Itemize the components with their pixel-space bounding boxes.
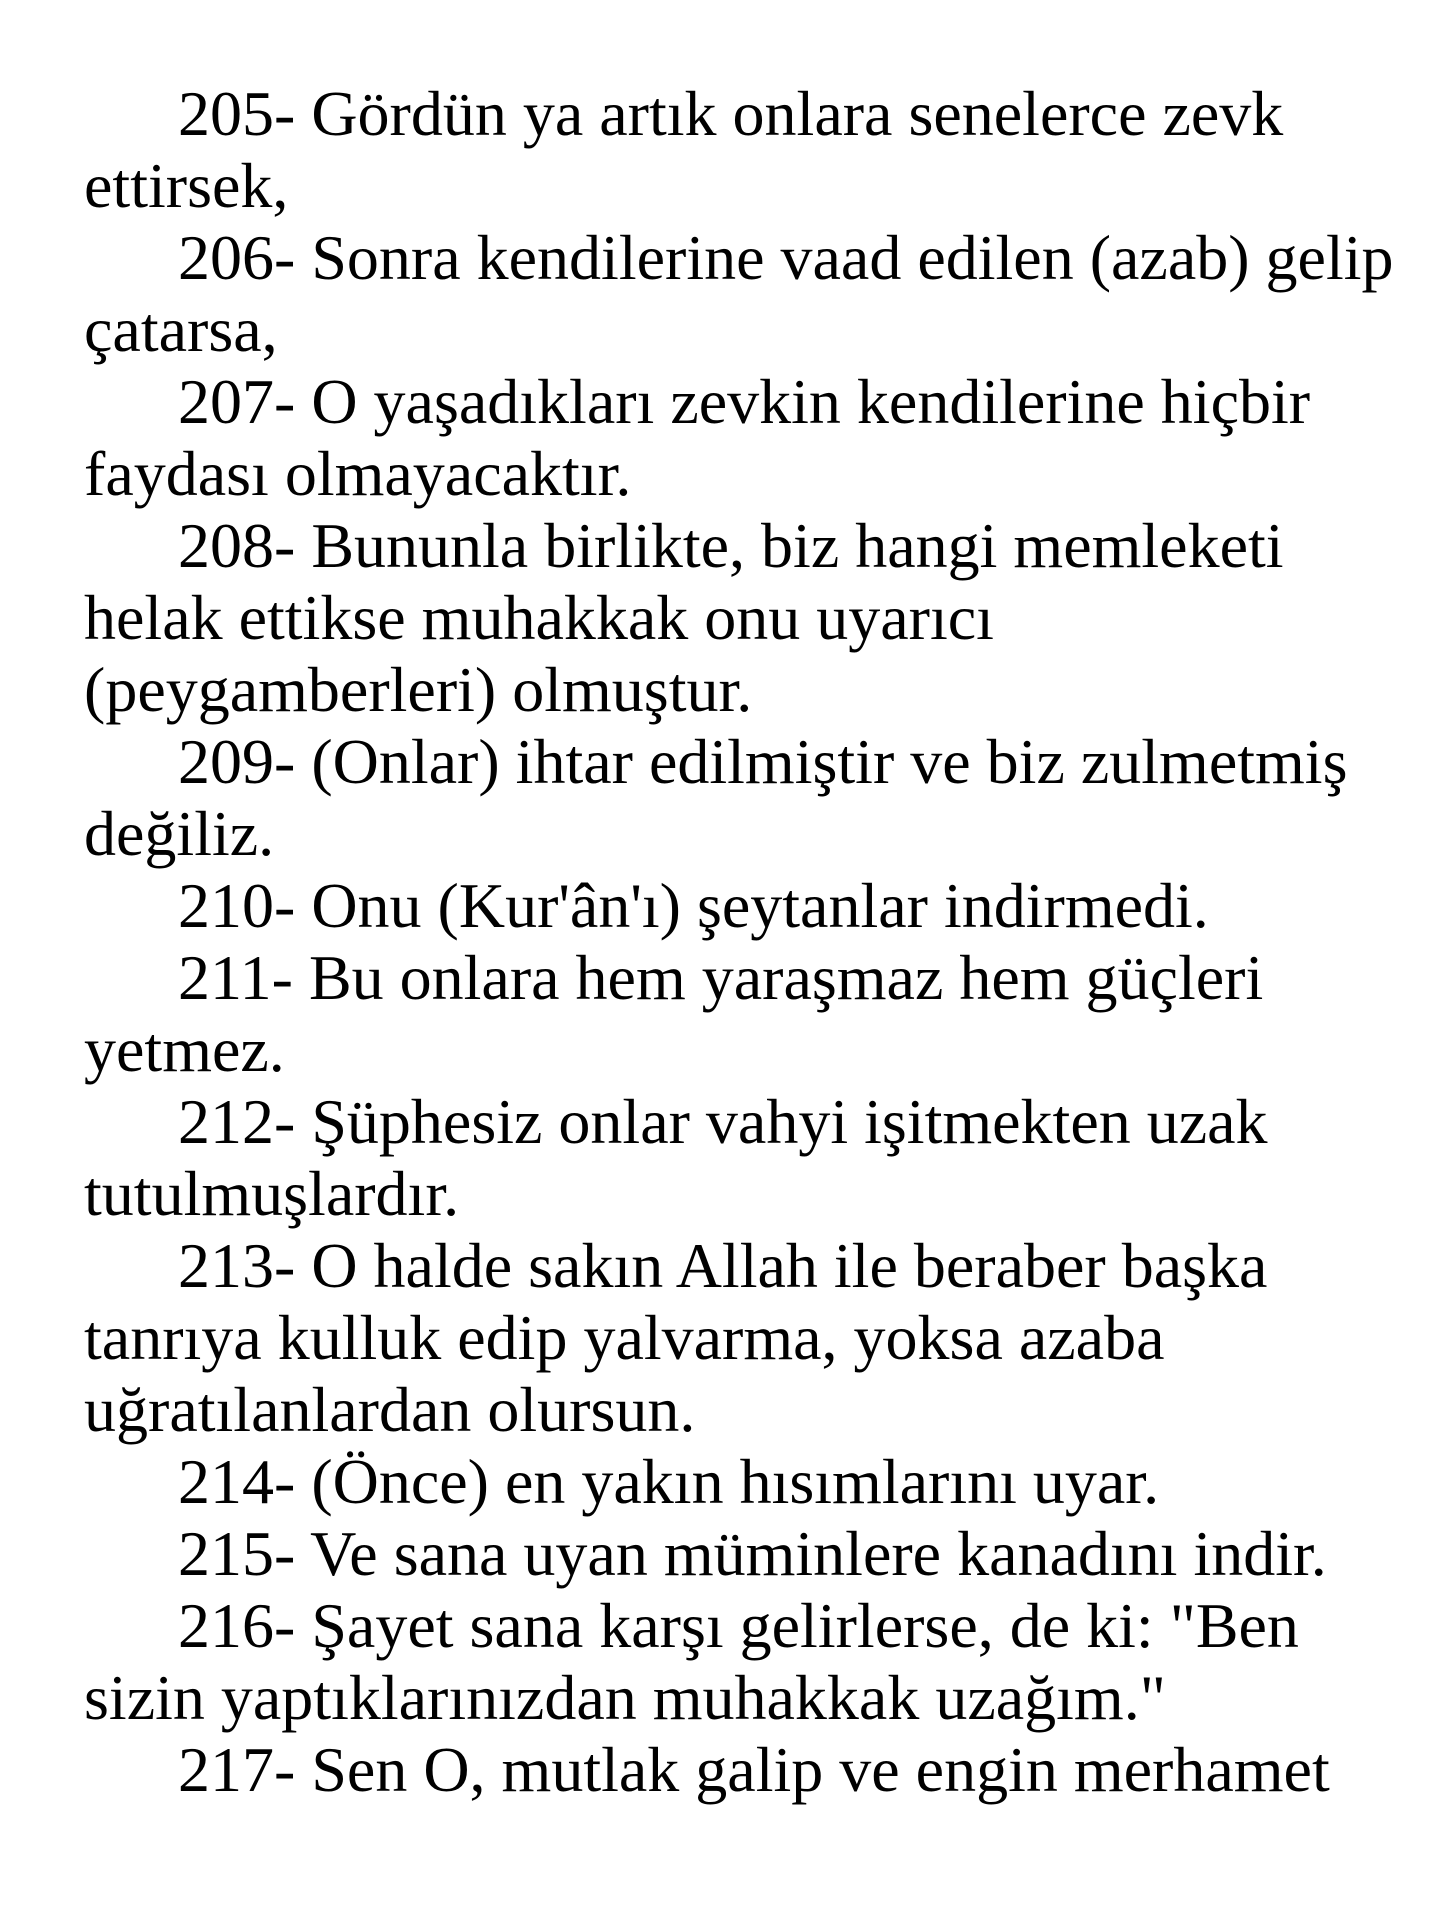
verse-208: 208- Bununla birlikte, biz hangi memleketi helak ettikse muhakkak onu uyarıcı (peygamberleri) olmuştur. bbox=[84, 510, 1284, 725]
verse-214: 214- (Önce) en yakın hısımlarını uyar. bbox=[178, 1446, 1160, 1517]
verse-215: 215- Ve sana uyan müminlere kanadını indir. bbox=[178, 1518, 1327, 1589]
verse-210: 210- Onu (Kur'ân'ı) şeytanlar indirmedi. bbox=[178, 870, 1209, 941]
verse-206: 206- Sonra kendilerine vaad edilen (azab) gelip çatarsa, bbox=[84, 222, 1394, 365]
verse-211: 211- Bu onlara hem yaraşmaz hem güçleri yetmez. bbox=[84, 942, 1264, 1085]
verse-212: 212- Şüphesiz onlar vahyi işitmekten uzak tutulmuşlardır. bbox=[84, 1086, 1268, 1229]
verse-213: 213- O halde sakın Allah ile beraber başka tanrıya kulluk edip yalvarma, yoksa azaba uğratılanlardan olursun. bbox=[84, 1230, 1268, 1445]
verse-216: 216- Şayet sana karşı gelirlerse, de ki: "Ben sizin yaptıklarınızdan muhakkak uzağım." bbox=[84, 1590, 1299, 1733]
document-page bbox=[84, 78, 1404, 1806]
verse-205: 205- Gördün ya artık onlara senelerce zevk ettirsek, bbox=[84, 78, 1284, 221]
verse-207: 207- O yaşadıkları zevkin kendilerine hiçbir faydası olmayacaktır. bbox=[84, 366, 1311, 509]
verse-209: 209- (Onlar) ihtar edilmiştir ve biz zulmetmiş değiliz. bbox=[84, 726, 1348, 869]
verse-217: 217- Sen O, mutlak galip ve engin merhamet bbox=[178, 1734, 1330, 1805]
